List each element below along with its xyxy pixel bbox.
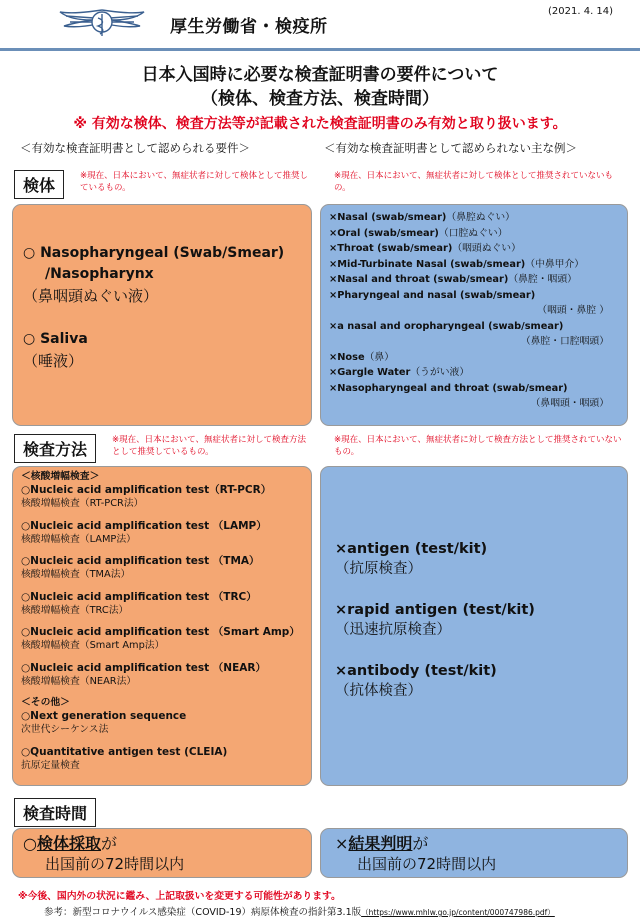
method-lamp: ○Nucleic acid amplification test （LAMP） — [21, 519, 267, 532]
method-section-label: 検査方法 — [14, 434, 96, 463]
list-item: ×Nasopharyngeal and throat (swab/smear) — [329, 382, 568, 394]
specimen-nasopharyngeal-jp: （鼻咽頭ぬぐい液） — [23, 287, 159, 305]
list-item: ×Throat (swab/smear)（咽頭ぬぐい） — [329, 243, 521, 254]
invalid-rapid-antigen-jp: （迅速抗原検査） — [335, 622, 451, 638]
list-item: ×Pharyngeal and nasal (swab/smear) — [329, 289, 536, 301]
valid-timing-sub: 出国前の72時間以内 — [45, 855, 185, 873]
invalid-timing-main: ×結果判明が — [335, 834, 429, 853]
method-smart-amp: ○Nucleic acid amplification test （Smart Amp） — [21, 626, 300, 638]
page-title: 日本入国時に必要な検査証明書の要件について — [141, 65, 499, 85]
page-subtitle: （検体、検査方法、検査時間） — [201, 89, 439, 109]
method-smart-amp-jp: 核酸増幅検査（Smart Amp法） — [21, 640, 165, 651]
specimen-invalid-note: ※現在、日本において、無症状者に対して検体として推奨されていないもの。 — [334, 171, 613, 193]
issue-date: (2021. 4. 14) — [548, 6, 614, 17]
valid-timing-main: ○検体採取が — [23, 834, 117, 853]
method-trc: ○Nucleic acid amplification test （TRC） — [21, 590, 257, 603]
invalid-timing-box — [320, 828, 628, 878]
reference-note: 参考：新型コロナウイルス感染症（COVID-19）病原体検査の指針第3.1版（https://www.mhlw.go.jp/content/000747986.pdf） — [44, 907, 555, 918]
list-item-sub: （鼻腔・口腔咽頭） — [520, 336, 609, 347]
reference-link[interactable]: （https://www.mhlw.go.jp/content/000747986.pdf） — [361, 908, 555, 917]
invalid-timing-sub: 出国前の72時間以内 — [357, 855, 497, 873]
method-cleia-jp: 抗原定量検査 — [21, 759, 80, 771]
header-divider — [0, 48, 640, 51]
method-note: ※現在、日本において、無症状者に対して検査方法として推奨しているもの。 — [112, 435, 306, 457]
other-heading: ＜その他＞ — [21, 697, 70, 708]
method-rt-pcr: ○Nucleic acid amplification test（RT-PCR） — [21, 484, 272, 496]
invalid-antibody: ×antibody (test/kit) — [335, 663, 497, 679]
invalid-column-heading: ＜有効な検査証明書として認められない主な例＞ — [324, 141, 577, 155]
invalid-antigen: ×antigen (test/kit) — [335, 541, 488, 557]
method-cleia: ○Quantitative antigen test (CLEIA) — [21, 745, 228, 758]
change-notice: ※今後、国内外の状況に鑑み、上記取扱いを変更する可能性があります。 — [18, 891, 341, 902]
specimen-saliva-jp: （唾液） — [23, 352, 84, 370]
method-rt-pcr-jp: 核酸増幅検査（RT-PCR法） — [21, 498, 144, 509]
specimen-saliva: ○ Saliva — [23, 331, 88, 347]
method-lamp-jp: 核酸増幅検査（LAMP法） — [21, 533, 136, 545]
valid-specimen-box — [12, 204, 312, 426]
invalid-method-box — [320, 466, 628, 786]
validity-notice: ※ 有効な検体、検査方法等が記載された検査証明書のみ有効と取り扱います。 — [73, 116, 567, 132]
quarantine-emblem-icon — [58, 6, 146, 42]
specimen-nasopharynx: /Nasopharynx — [45, 266, 154, 282]
valid-timing-box — [12, 828, 312, 878]
invalid-rapid-antigen: ×rapid antigen (test/kit) — [335, 602, 535, 618]
valid-column-heading: ＜有効な検査証明書として認められる要件＞ — [20, 141, 250, 155]
list-item: ×Nasal (swab/smear)（鼻腔ぬぐい） — [329, 212, 515, 223]
method-trc-jp: 核酸増幅検査（TRC法） — [21, 604, 129, 616]
method-ngs-jp: 次世代シーケンス法 — [21, 724, 109, 735]
timing-section-label: 検査時間 — [14, 798, 96, 827]
ministry-name: 厚生労働省・検疫所 — [170, 17, 328, 37]
method-tma-jp: 核酸増幅検査（TMA法） — [21, 569, 131, 580]
invalid-antigen-jp: （抗原検査） — [335, 561, 422, 577]
list-item: ×Oral (swab/smear)（口腔ぬぐい） — [329, 227, 508, 239]
list-item-sub: （咽頭・鼻腔 ） — [537, 305, 609, 316]
method-tma: ○Nucleic acid amplification test （TMA） — [21, 555, 260, 567]
valid-method-box — [12, 466, 312, 786]
list-item: ×Gargle Water（うがい液） — [329, 367, 470, 378]
method-near: ○Nucleic acid amplification test （NEAR） — [21, 661, 266, 674]
list-item: ×Nose（鼻） — [329, 351, 395, 363]
specimen-nasopharyngeal: ○ Nasopharyngeal (Swab/Smear) — [23, 245, 285, 261]
specimen-section-label: 検体 — [14, 170, 64, 199]
specimen-note: ※現在、日本において、無症状者に対して検体として推奨しているもの。 — [80, 171, 308, 193]
list-item: ×a nasal and oropharyngeal (swab/smear) — [329, 320, 564, 332]
method-near-jp: 核酸増幅検査（NEAR法） — [21, 675, 137, 687]
method-invalid-note: ※現在、日本において、無症状者に対して検査方法として推奨されていないもの。 — [334, 435, 622, 457]
list-item-sub: （鼻咽頭・咽頭） — [530, 398, 609, 409]
list-item: ×Mid-Turbinate Nasal (swab/smear)（中鼻甲介） — [329, 258, 585, 270]
nucleic-acid-heading: ＜核酸増幅検査＞ — [21, 471, 100, 482]
invalid-specimen-box — [320, 204, 628, 426]
list-item: ×Nasal and throat (swab/smear)（鼻腔・咽頭） — [329, 274, 577, 285]
invalid-antibody-jp: （抗体検査） — [335, 683, 422, 699]
method-ngs: ○Next generation sequence — [21, 710, 187, 722]
